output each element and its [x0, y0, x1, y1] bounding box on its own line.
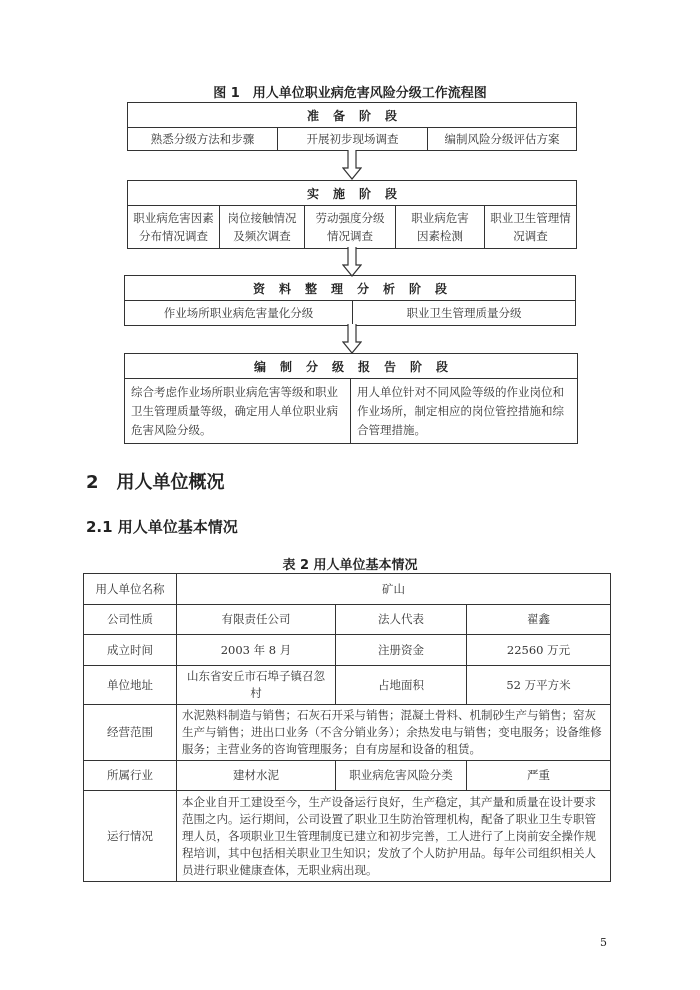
stage-report	[124, 353, 578, 444]
table-row	[84, 761, 611, 791]
stage-item: 作业场所职业病危害量化分级	[125, 301, 353, 325]
area-value: 52 万平方米	[467, 666, 611, 705]
down-arrow-icon	[342, 324, 362, 354]
table-caption: 表 2 用人单位基本情况	[282, 558, 418, 573]
ops-label: 运行情况	[84, 791, 177, 882]
table-row	[84, 605, 611, 635]
stage-item: 岗位接触情况及频次调查	[220, 206, 305, 248]
name-value: 矿山	[177, 574, 611, 605]
rep-label: 法人代表	[336, 605, 467, 635]
rep-value: 翟鑫	[467, 605, 611, 635]
stage-item: 职业卫生管理情况调查	[490, 211, 571, 243]
table-row	[84, 574, 611, 605]
stage-item: 职业病危害因素检测	[396, 206, 485, 248]
table-row	[84, 705, 611, 761]
stage-title: 编制分级报告阶段	[125, 354, 577, 379]
name-label: 用人单位名称	[84, 574, 177, 605]
risk-value: 严重	[467, 761, 611, 791]
section-heading: 2 用人单位概况	[86, 472, 225, 493]
nature-label: 公司性质	[84, 605, 177, 635]
stage-item: 编制风险分级评估方案	[444, 132, 560, 146]
area-label: 占地面积	[336, 666, 467, 705]
ops-value: 本企业自开工建设至今，生产设备运行良好，生产稳定，其产量和质量在设计要求范围之内。运行期间，公司设置了职业卫生防治管理机构，配备了职业卫生专职管理人员，各项职业卫生管理制度已建立和初步完善，工人进行了上岗前安全操作规程培训，其中包括相关职业卫生知识；发放了个人防护用品。每年公司组织相关人员进行职业健康查体，无职业病出现。	[177, 791, 611, 882]
company-info-table	[83, 573, 611, 882]
down-arrow-icon	[342, 247, 362, 277]
stage-analysis	[124, 275, 576, 326]
table-row	[84, 635, 611, 666]
stage-title: 准备阶段	[128, 103, 576, 128]
address-label: 单位地址	[84, 666, 177, 705]
scope-value: 水泥熟料制造与销售；石灰石开采与销售；混凝土骨料、机制砂生产与销售；窑灰生产与销售；进出口业务（不含分销业务）；余热发电与销售；变电服务；设备维修服务；主营业务的咨询管理服务；自有房屋和设备的租赁。	[177, 705, 611, 761]
stage-item: 用人单位针对不同风险等级的作业岗位和作业场所，制定相应的岗位管控措施和综合管理措施。	[357, 385, 564, 437]
stage-prepare	[127, 102, 577, 151]
figure-title: 图 1 用人单位职业病危害风险分级工作流程图	[213, 86, 487, 101]
industry-label: 所属行业	[84, 761, 177, 791]
founded-label: 成立时间	[84, 635, 177, 666]
stage-item: 开展初步现场调查	[278, 128, 428, 150]
capital-value: 22560 万元	[467, 635, 611, 666]
capital-label: 注册资金	[336, 635, 467, 666]
stage-title: 资料整理分析阶段	[125, 276, 575, 301]
industry-value: 建材水泥	[177, 761, 336, 791]
stage-item: 劳动强度分级情况调查	[305, 206, 396, 248]
address-value: 山东省安丘市石埠子镇召忽村	[177, 666, 336, 705]
down-arrow-icon	[342, 150, 362, 180]
founded-value: 2003 年 8 月	[177, 635, 336, 666]
page-number: 5	[600, 936, 607, 949]
table-row	[84, 791, 611, 882]
stage-implement	[127, 180, 577, 249]
risk-label: 职业病危害风险分类	[336, 761, 467, 791]
subsection-heading: 2.1 用人单位基本情况	[86, 518, 238, 536]
stage-title: 实施阶段	[128, 181, 576, 206]
scope-label: 经营范围	[84, 705, 177, 761]
stage-item: 职业病危害因素分布情况调查	[128, 206, 220, 248]
table-row	[84, 666, 611, 705]
stage-item: 熟悉分级方法和步骤	[128, 128, 278, 150]
stage-item: 职业卫生管理质量分级	[406, 306, 522, 320]
stage-item: 综合考虑作业场所职业病危害等级和职业卫生管理质量等级，确定用人单位职业病危害风险分级。	[125, 379, 351, 443]
nature-value: 有限责任公司	[177, 605, 336, 635]
